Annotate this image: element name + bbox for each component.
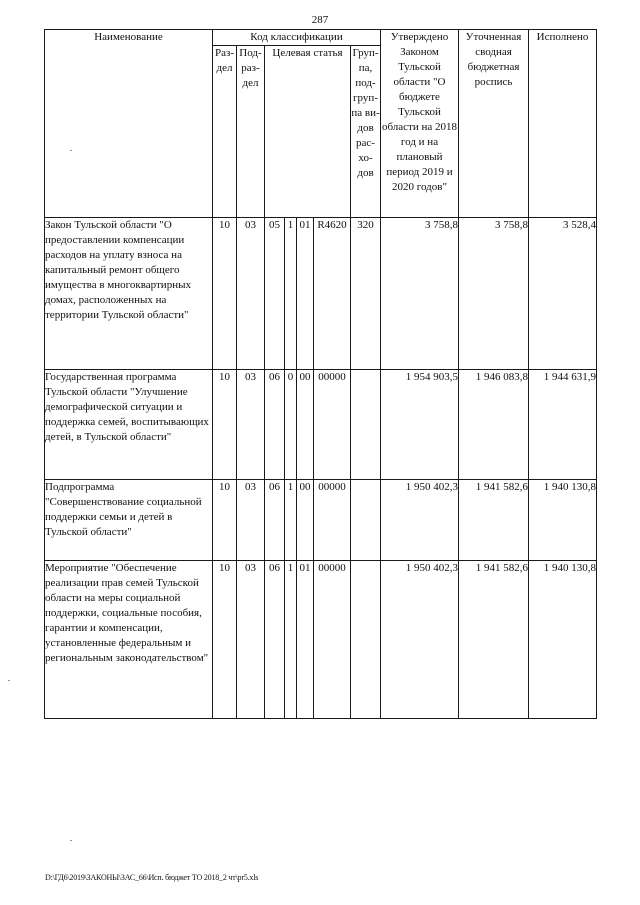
header-name: Наименование xyxy=(45,30,213,218)
header-code-group: Код классификации xyxy=(213,30,381,46)
row-target-direction: 00000 xyxy=(314,370,351,480)
row-target-program: 06 xyxy=(265,370,285,480)
scan-speck xyxy=(70,150,72,151)
row-target-program: 05 xyxy=(265,218,285,370)
row-target-event: 00 xyxy=(297,480,314,561)
row-target-subprogram: 1 xyxy=(285,218,297,370)
row-refined: 3 758,8 xyxy=(459,218,529,370)
page-number: 287 xyxy=(311,14,329,26)
row-group: 320 xyxy=(351,218,381,370)
table-row xyxy=(45,480,597,561)
row-target-event: 00 xyxy=(297,370,314,480)
row-executed: 1 944 631,9 xyxy=(529,370,597,480)
header-approved: Утверждено Законом Тульской области "О бюджете Тульской области на 2018 год и на плановый период 2019 и 2020 годов" xyxy=(381,30,459,218)
row-target-direction: 00000 xyxy=(314,480,351,561)
row-approved: 1 954 903,5 xyxy=(381,370,459,480)
row-group xyxy=(351,370,381,480)
row-razdel: 10 xyxy=(213,480,237,561)
header-target: Целевая статья xyxy=(265,46,351,218)
table-row xyxy=(45,218,597,370)
row-podrazdel: 03 xyxy=(237,480,265,561)
row-target-direction: R4620 xyxy=(314,218,351,370)
row-approved: 1 950 402,3 xyxy=(381,561,459,719)
header-group: Груп-па, под-груп-па ви-дов рас-хо-дов xyxy=(351,46,381,218)
row-name: Государственная программа Тульской области "Улучшение демографической ситуации и поддержка семей, воспитывающих детей, в Тульской области" xyxy=(45,370,213,480)
row-target-subprogram: 0 xyxy=(285,370,297,480)
table-row xyxy=(45,370,597,480)
row-podrazdel: 03 xyxy=(237,218,265,370)
header-razdel: Раз-дел xyxy=(213,46,237,218)
row-refined: 1 941 582,6 xyxy=(459,480,529,561)
header-refined: Уточненная сводная бюджетная роспись xyxy=(459,30,529,218)
row-name: Мероприятие "Обеспечение реализации прав семей Тульской области на меры социальной поддержки, социальные пособия, гарантии и компенсации, установленные федеральным и региональным законодательством" xyxy=(45,561,213,719)
row-executed: 3 528,4 xyxy=(529,218,597,370)
row-approved: 3 758,8 xyxy=(381,218,459,370)
budget-table xyxy=(44,29,597,719)
header-podrazdel: Под-раз-дел xyxy=(237,46,265,218)
row-approved: 1 950 402,3 xyxy=(381,480,459,561)
row-executed: 1 940 130,8 xyxy=(529,561,597,719)
row-podrazdel: 03 xyxy=(237,370,265,480)
row-target-program: 06 xyxy=(265,561,285,719)
row-razdel: 10 xyxy=(213,370,237,480)
row-target-event: 01 xyxy=(297,561,314,719)
row-refined: 1 941 582,6 xyxy=(459,561,529,719)
row-razdel: 10 xyxy=(213,561,237,719)
scan-speck xyxy=(70,840,72,841)
row-name: Подпрограмма "Совершенствование социальной поддержки семьи и детей в Тульской области" xyxy=(45,480,213,561)
row-target-event: 01 xyxy=(297,218,314,370)
row-podrazdel: 03 xyxy=(237,561,265,719)
row-target-subprogram: 1 xyxy=(285,561,297,719)
row-refined: 1 946 083,8 xyxy=(459,370,529,480)
row-group xyxy=(351,480,381,561)
row-executed: 1 940 130,8 xyxy=(529,480,597,561)
table-row xyxy=(45,561,597,719)
header-executed: Исполнено xyxy=(529,30,597,218)
row-name: Закон Тульской области "О предоставлении компенсации расходов на уплату взноса на капитальный ремонт общего имущества в многоквартирных домах, расположенных на территории Тульской области" xyxy=(45,218,213,370)
row-razdel: 10 xyxy=(213,218,237,370)
scan-speck xyxy=(8,680,10,681)
file-path-footer: D:\ГД6\2019\ЗАКОНЫ\ЗАС_66\Исп. бюджет ТО 2018_2 чт\pr5.xls xyxy=(45,873,259,882)
row-group xyxy=(351,561,381,719)
row-target-program: 06 xyxy=(265,480,285,561)
row-target-direction: 00000 xyxy=(314,561,351,719)
row-target-subprogram: 1 xyxy=(285,480,297,561)
